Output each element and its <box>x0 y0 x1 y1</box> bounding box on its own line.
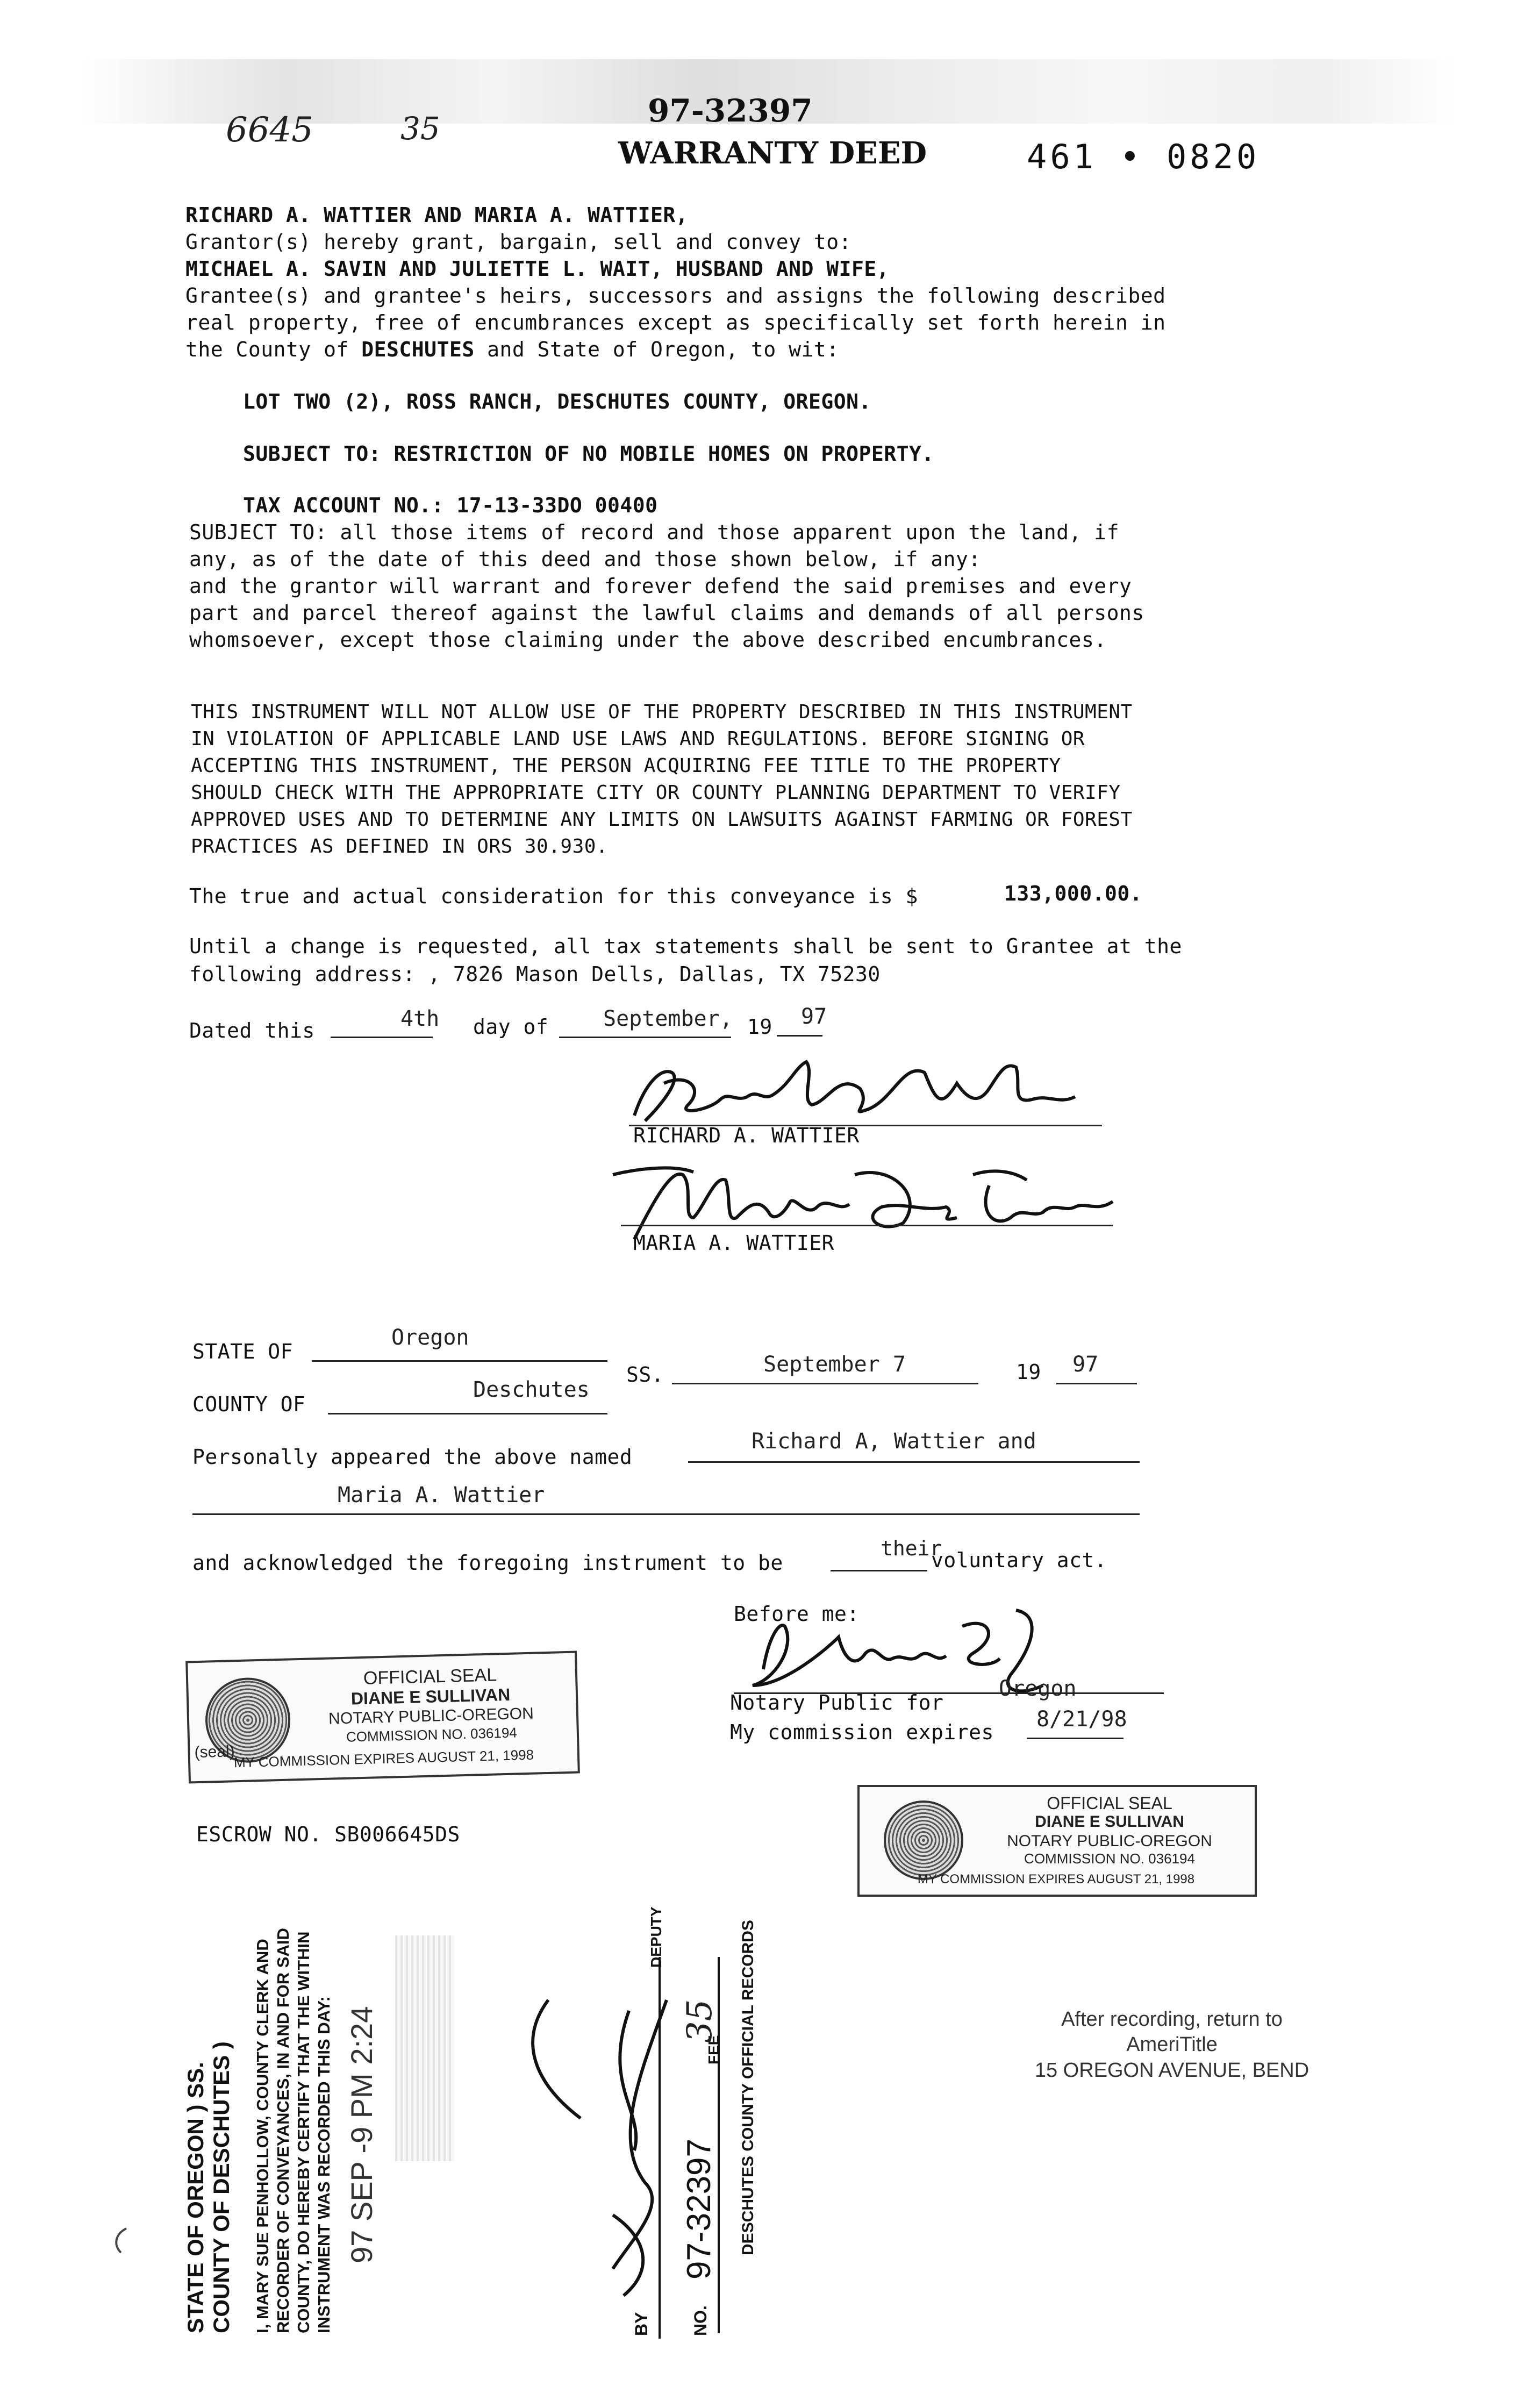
dated-month-line <box>559 1037 731 1038</box>
ack-text-end: voluntary act. <box>931 1548 1107 1572</box>
warning-line: APPROVED USES AND TO DETERMINE ANY LIMITS ON LAWSUITS AGAINST FARMING OR FOREST <box>191 809 1133 831</box>
dated-month: September, <box>603 1006 733 1031</box>
seal-right-line-4: COMMISSION NO. 036194 <box>1024 1850 1195 1867</box>
return-to-line-2: AmeriTitle <box>1126 2033 1218 2056</box>
before-me: Before me: <box>734 1602 860 1626</box>
clerk-line: RECORDER OF CONVEYANCES, IN AND FOR SAID <box>274 1928 292 2333</box>
deputy-signature-line <box>659 1957 661 2339</box>
recording-state-line: STATE OF OREGON ) SS. <box>183 2062 208 2333</box>
dated-prefix: Dated this <box>189 1019 315 1042</box>
legal-description: LOT TWO (2), ROSS RANCH, DESCHUTES COUNTY, OREGON. <box>243 390 871 413</box>
recording-county-line: COUNTY OF DESCHUTES ) <box>209 2041 234 2333</box>
warning-line: IN VIOLATION OF APPLICABLE LAND USE LAWS AND REGULATIONS. BEFORE SIGNING OR <box>191 728 1085 750</box>
return-to-line-3: 15 OREGON AVENUE, BEND <box>1034 2059 1310 2082</box>
seal-left-line-2: DIANE E SULLIVAN <box>350 1684 511 1709</box>
subject-to-line: SUBJECT TO: all those items of record and those apparent upon the land, if <box>189 520 1119 544</box>
stray-mark <box>110 2226 132 2258</box>
commission-expires-value: 8/21/98 <box>1036 1707 1127 1732</box>
dated-day: 4th <box>400 1006 440 1031</box>
fee-value <box>680 1999 720 2043</box>
signature-line-2 <box>621 1225 1113 1226</box>
consideration-label: The true and actual consideration for this conveyance is $ <box>189 884 918 908</box>
day-of-label: day of <box>473 1015 549 1039</box>
tax-account-number: TAX ACCOUNT NO.: 17-13-33DO 00400 <box>243 494 658 517</box>
year-prefix: 19 <box>747 1015 772 1039</box>
state-of-label: STATE OF <box>192 1340 294 1363</box>
county-line-suffix: and State of Oregon, to wit: <box>474 338 839 361</box>
signer-name-2: MARIA A. WATTIER <box>633 1231 835 1255</box>
clerk-certification <box>253 1928 334 2333</box>
deputy-label: DEPUTY <box>648 1906 664 1968</box>
seal-right-line-2: DIANE E SULLIVAN <box>1035 1813 1184 1831</box>
ack-date: September 7 <box>763 1352 906 1377</box>
seal-right-line-5: MY COMMISSION EXPIRES AUGUST 21, 1998 <box>917 1872 1195 1887</box>
seal-left-line-3: NOTARY PUBLIC-OREGON <box>328 1704 534 1728</box>
dated-year: 97 <box>801 1004 827 1029</box>
notary-public-for-label: Notary Public for <box>730 1691 944 1714</box>
ack-year-line <box>1056 1383 1137 1384</box>
warning-line: SHOULD CHECK WITH THE APPROPRIATE CITY OR COUNTY PLANNING DEPARTMENT TO VERIFY <box>191 782 1121 804</box>
county-of-label: COUNTY OF <box>192 1392 306 1416</box>
notary-seal-left <box>185 1651 580 1784</box>
ack-year: 97 <box>1072 1352 1099 1377</box>
dated-year-line <box>777 1035 822 1037</box>
signer-name-1: RICHARD A. WATTIER <box>633 1124 860 1147</box>
seal-emblem-right-icon <box>884 1800 963 1880</box>
recording-state <box>183 2041 234 2333</box>
ack-their: their <box>881 1537 942 1560</box>
appeared-value-2: Maria A. Wattier <box>338 1483 545 1507</box>
commission-line <box>1027 1738 1124 1739</box>
tax-statement-line-1: Until a change is requested, all tax statements shall be sent to Grantee at the <box>189 934 1182 958</box>
document-title: WARRANTY DEED <box>618 135 927 171</box>
recording-number: 97-32397 <box>681 2138 718 2280</box>
document-number: 97-32397 <box>648 92 813 129</box>
appeared-label: Personally appeared the above named <box>192 1445 633 1469</box>
book-page-number: 461 • 0820 <box>1027 137 1260 176</box>
grantees: MICHAEL A. SAVIN AND JULIETTE L. WAIT, HUSBAND AND WIFE, <box>185 257 890 281</box>
clerk-line: INSTRUMENT WAS RECORDED THIS DAY: <box>314 1996 333 2333</box>
county-value: Deschutes <box>473 1377 590 1402</box>
recording-time-stamp: 97 SEP -9 PM 2:24 <box>345 2006 378 2263</box>
appeared-value-1: Richard A, Wattier and <box>752 1429 1036 1454</box>
official-records-label: DESCHUTES COUNTY OFFICIAL RECORDS <box>739 1920 757 2255</box>
county-line <box>185 338 839 361</box>
grantors: RICHARD A. WATTIER AND MARIA A. WATTIER, <box>185 203 689 227</box>
handwritten-reference: 6645 <box>226 110 313 150</box>
grantee-heirs-line-2: real property, free of encumbrances except as specifically set forth herein in <box>185 311 1166 334</box>
commission-expires-label: My commission expires <box>730 1720 994 1744</box>
subject-to-line: any, as of the date of this deed and those shown below, if any: <box>189 547 981 571</box>
subject-to-line: and the grantor will warrant and forever defend the said premises and every <box>189 574 1132 598</box>
appeared-line-2 <box>192 1513 1140 1515</box>
county-name: DESCHUTES <box>361 338 475 361</box>
grant-line: Grantor(s) hereby grant, bargain, sell and convey to: <box>185 230 852 254</box>
return-to-line-1: After recording, return to <box>1061 2008 1283 2031</box>
appeared-line-1 <box>688 1461 1140 1463</box>
recording-number-line <box>718 1957 720 2333</box>
county-line-prefix: the County of <box>185 338 362 361</box>
ss-label: SS. <box>626 1363 664 1387</box>
ack-date-line <box>672 1383 978 1384</box>
land-use-warning <box>191 699 1133 860</box>
county-line-rule <box>328 1413 607 1414</box>
subject-restriction: SUBJECT TO: RESTRICTION OF NO MOBILE HOMES ON PROPERTY. <box>243 442 934 466</box>
state-line <box>312 1360 607 1362</box>
faded-stamp-mark <box>395 1935 454 2161</box>
tax-statement-line-2: following address: , 7826 Mason Dells, Dallas, TX 75230 <box>189 962 881 986</box>
notary-seal-right <box>857 1785 1257 1897</box>
subject-to-line: part and parcel thereof against the lawful claims and demands of all persons <box>189 601 1144 625</box>
seal-left-line-4: COMMISSION NO. 036194 <box>346 1724 518 1745</box>
dated-day-line <box>331 1037 433 1038</box>
consideration-amount: 133,000.00. <box>1004 882 1143 905</box>
seal-left-line-5: MY COMMISSION EXPIRES AUGUST 21, 1998 <box>233 1746 534 1771</box>
subject-to-line: whomsoever, except those claiming under the above described encumbrances. <box>189 628 1107 652</box>
state-value: Oregon <box>391 1325 469 1350</box>
grantee-heirs-line-1: Grantee(s) and grantee's heirs, successors and assigns the following described <box>185 284 1166 308</box>
ack-text: and acknowledged the foregoing instrument to be <box>192 1551 783 1575</box>
seal-word: (seal) <box>194 1742 235 1762</box>
warning-line: PRACTICES AS DEFINED IN ORS 30.930. <box>191 835 609 858</box>
warning-line: ACCEPTING THIS INSTRUMENT, THE PERSON ACQUIRING FEE TITLE TO THE PROPERTY <box>191 755 1061 777</box>
warning-line: THIS INSTRUMENT WILL NOT ALLOW USE OF THE PROPERTY DESCRIBED IN THIS INSTRUMENT <box>191 701 1133 723</box>
by-label: BY <box>632 2312 651 2336</box>
clerk-line: I, MARY SUE PENHOLLOW, COUNTY CLERK AND <box>253 1939 272 2333</box>
fee-value-text: 35 <box>680 1999 720 2043</box>
fee-label: FEE <box>705 2035 722 2064</box>
seal-left-line-1: OFFICIAL SEAL <box>363 1664 497 1689</box>
escrow-number: ESCROW NO. SB006645DS <box>196 1823 460 1846</box>
notary-public-for-value: Oregon <box>999 1676 1077 1701</box>
seal-right-line-1: OFFICIAL SEAL <box>1047 1794 1172 1813</box>
no-label: NO. <box>691 2305 710 2336</box>
handwritten-reference-2: 35 <box>400 110 440 147</box>
ack-their-line <box>831 1570 927 1571</box>
ack-year-prefix: 19 <box>1016 1360 1041 1384</box>
deputy-signature <box>505 1978 710 2312</box>
seal-right-line-3: NOTARY PUBLIC-OREGON <box>1007 1832 1212 1850</box>
clerk-line: COUNTY, DO HEREBY CERTIFY THAT THE WITHIN <box>294 1931 313 2333</box>
subject-to-paragraph <box>189 519 1144 653</box>
